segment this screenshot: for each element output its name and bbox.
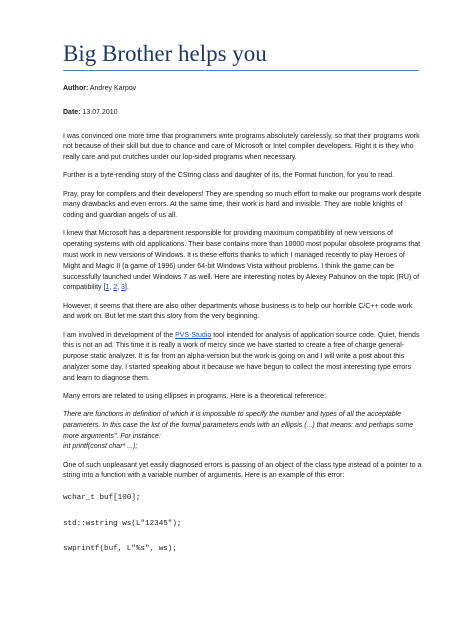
paragraph-2: Further is a byte-rending story of the CString class and daughter of its, the Format function, for you to read.	[63, 172, 395, 180]
article-body	[63, 84, 423, 570]
reference-link-2[interactable]: 2	[113, 284, 118, 292]
paragraph-8: One of such unpleasant yet easily diagnosed errors is passing of an object of the class type instead of a pointer to a string into a function with a variable number of arguments. Here is an example of this error:	[63, 461, 422, 480]
quote-text: There are functions in definition of which it is impossible to specify the number and types of all the acceptable parameters. In this case the list of the formal parameters ends with an ellipsis (...) that means: and perhaps some more arguments". For instance:	[63, 411, 414, 440]
reference-link-1[interactable]: 1	[105, 284, 110, 292]
reference-link-3[interactable]: 3	[121, 284, 125, 292]
paragraph-1: I was convinced one more time that programmers write programs absolutely carelessly, so that their programs work not because of their skill but due to chance and care of Microsoft or Intel compiler developers. Right it is they who really care and put crutches under our lop-sided programs when necessary.	[63, 132, 420, 162]
paragraph-3: Pray, pray for compilers and their developers! They are spending so much effort to make our programs work despite many drawbacks and even errors. At the same time, their work is hard and invisible. They are noble knights of coding and guardian angels of us all.	[63, 190, 422, 220]
paragraph-6-before: I am involved in development of the	[63, 331, 176, 339]
paragraph-6-after: tool intended for analysis of application source code. Quiet, friends this is not an ad. This time it is really a work of mercy since we have started to create a free of charge general-purpose static analyzer. It is far from an alpha-version but the work is going on and I will write a post about this analyzer some day. I started speaking about it because we have begun to collect the most interesting type errors and learn to diagnose them.	[63, 331, 420, 382]
code-line-1: wchar_t buf[100];	[63, 494, 141, 503]
paragraph-7: Many errors are related to using ellipses in programs. Here is a theoretical reference:	[63, 392, 327, 400]
paragraph-4-text: I knew that Microsoft has a department responsible for providing maximum compatibility of new versions of operating systems with old applications. Their base contains more than 10000 most popular obsolete programs that must work in new versions of Windows. It is these efforts thanks to which I managed recently to play Heroes of Might and Magic II (a game of 1996) under 64-bit Windows Vista without problems. I think the game can be successfully launched under Windows 7 as well. Here are interesting notes by Alexey Pahunov on the topic (RU) of compatibility [	[63, 230, 421, 292]
pvs-studio-link[interactable]: PVS-Studio	[175, 331, 212, 339]
reference-separator-1: ,	[109, 284, 114, 292]
page-title: Big Brother helps you	[63, 41, 267, 66]
code-line-3: swprintf(buf, L"%s", ws);	[63, 545, 177, 554]
reference-separator-2: ,	[117, 284, 121, 292]
author-name: Andrey Karpov	[89, 85, 137, 92]
paragraph-6	[63, 331, 423, 385]
author-line	[63, 84, 423, 95]
paragraph-5: However, it seems that there are also other departments whose business is to help our horrible C/C++ code work and work on. But let me start this story from the very beginning.	[63, 302, 413, 321]
date-label: Date:	[63, 108, 81, 116]
quote-code: int printf(const char* ...);	[63, 443, 138, 451]
reference-end: ].	[124, 284, 129, 292]
date-line	[63, 108, 423, 119]
author-label: Author:	[63, 85, 89, 92]
date-value: 13.07.2010	[82, 108, 118, 116]
code-line-2: std::wstring ws(L"12345");	[63, 519, 182, 528]
title-underline	[63, 70, 419, 71]
paragraph-4	[63, 229, 423, 294]
quote-block	[63, 410, 423, 453]
